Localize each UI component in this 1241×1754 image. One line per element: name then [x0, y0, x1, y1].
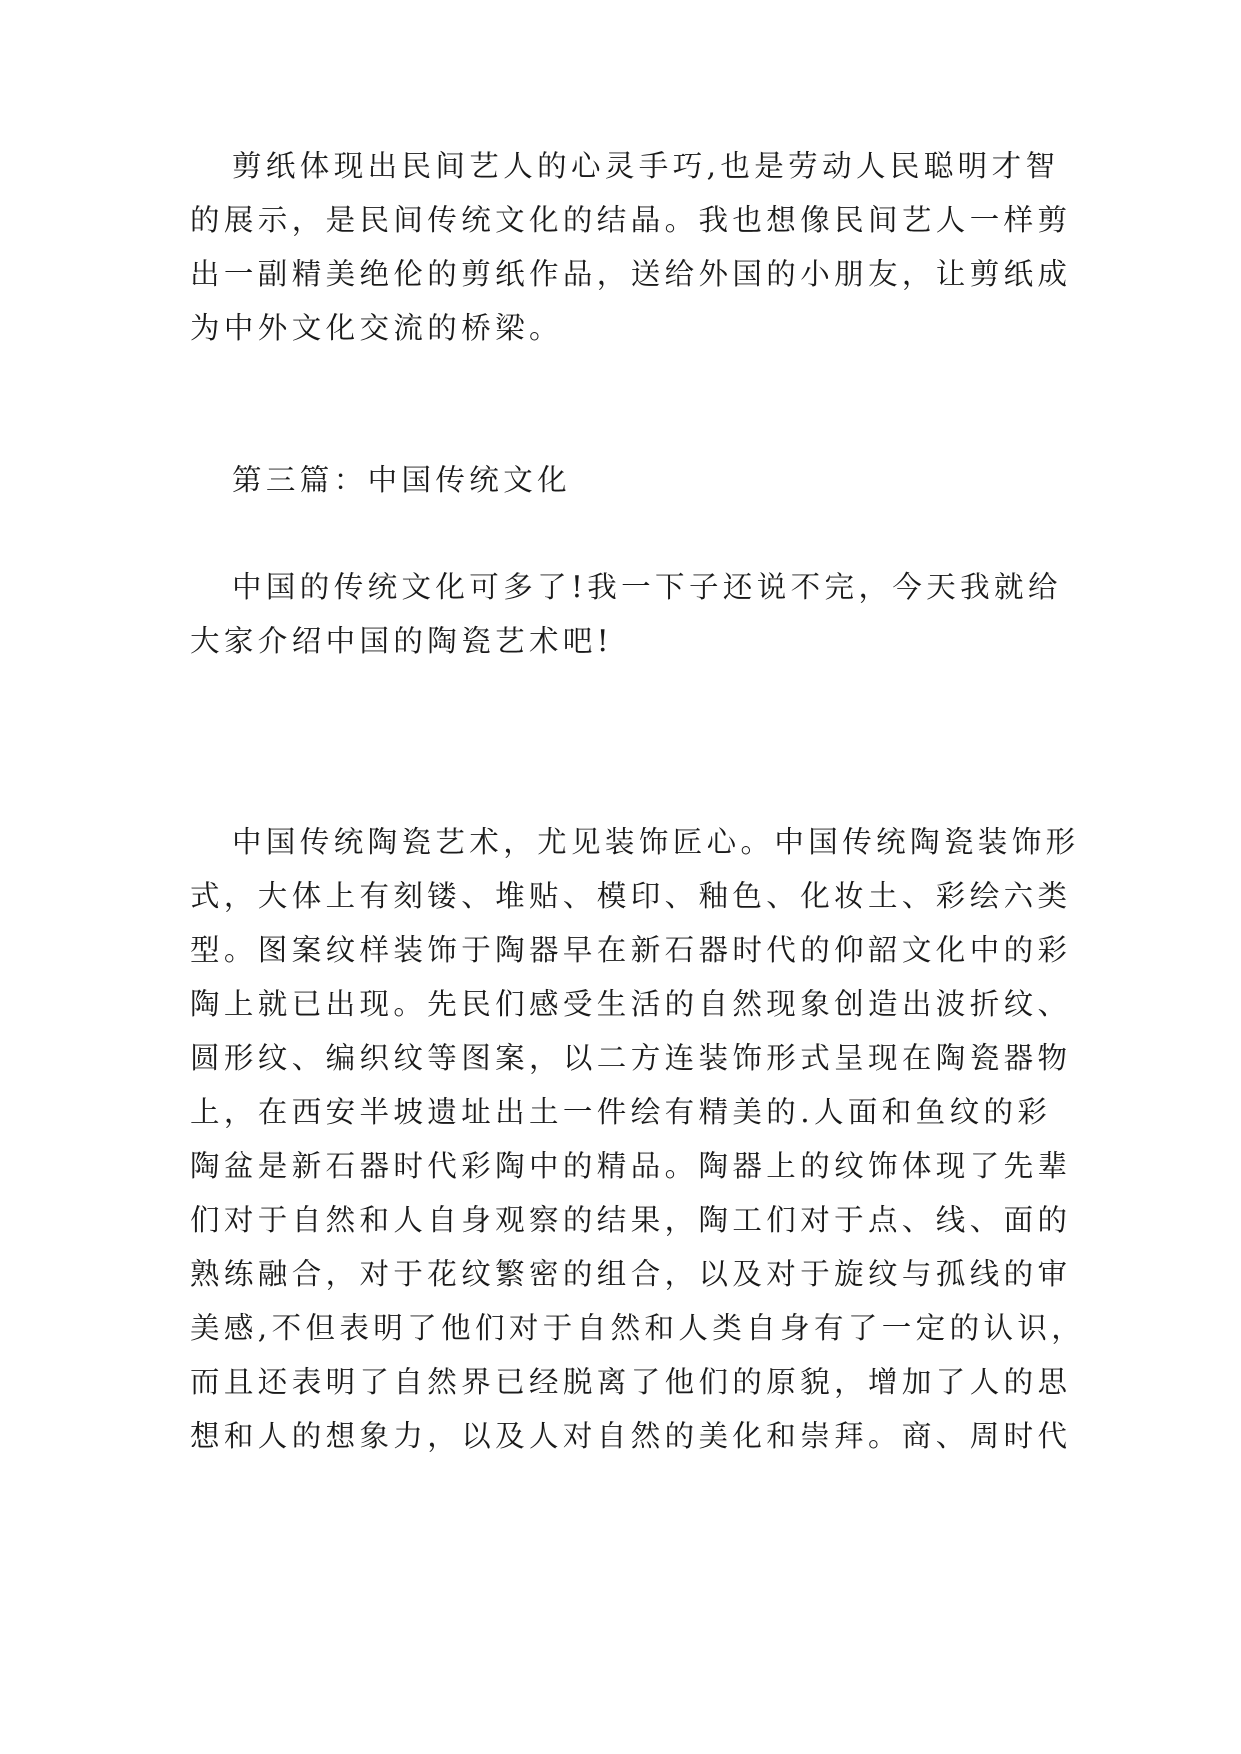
paragraph-1-line-1: 剪纸体现出民间艺人的心灵手巧,也是劳动人民聪明才智	[232, 149, 1060, 183]
paragraph-3-line-2: 式，大体上有刻镂、堆贴、模印、釉色、化妆土、彩绘六类	[190, 879, 1072, 913]
paragraph-3-line-9: 熟练融合，对于花纹繁密的组合，以及对于旋纹与孤线的审	[190, 1257, 1072, 1291]
paragraph-2-line-2: 大家介绍中国的陶瓷艺术吧!	[190, 624, 614, 658]
paragraph-3-line-10: 美感,不但表明了他们对于自然和人类自身有了一定的认识，	[190, 1311, 1086, 1345]
paragraph-2-line-1: 中国的传统文化可多了!我一下子还说不完，今天我就给	[232, 570, 1062, 604]
section-heading: 第三篇：中国传统文化	[232, 463, 572, 497]
paragraph-3-line-7: 陶盆是新石器时代彩陶中的精品。陶器上的纹饰体现了先辈	[190, 1149, 1072, 1183]
paragraph-3-line-8: 们对于自然和人自身观察的结果，陶工们对于点、线、面的	[190, 1203, 1072, 1237]
paragraph-1-line-3: 出一副精美绝伦的剪纸作品，送给外国的小朋友，让剪纸成	[190, 257, 1072, 291]
paragraph-3-line-4: 陶上就已出现。先民们感受生活的自然现象创造出波折纹、	[190, 987, 1072, 1021]
paragraph-3-line-3: 型。图案纹样装饰于陶器早在新石器时代的仰韶文化中的彩	[190, 933, 1072, 967]
paragraph-3-line-11: 而且还表明了自然界已经脱离了他们的原貌，增加了人的思	[190, 1365, 1072, 1399]
paragraph-1-line-4: 为中外文化交流的桥梁。	[190, 311, 563, 345]
paragraph-3-line-6: 上，在西安半坡遗址出土一件绘有精美的.人面和鱼纹的彩	[190, 1095, 1052, 1129]
paragraph-1-line-2: 的展示，是民间传统文化的结晶。我也想像民间艺人一样剪	[190, 203, 1072, 237]
paragraph-3-line-5: 圆形纹、编织纹等图案，以二方连装饰形式呈现在陶瓷器物	[190, 1041, 1072, 1075]
paragraph-3-line-1: 中国传统陶瓷艺术，尤见装饰匠心。中国传统陶瓷装饰形	[232, 825, 1080, 859]
paragraph-3-line-12: 想和人的想象力，以及人对自然的美化和崇拜。商、周时代	[190, 1419, 1072, 1453]
